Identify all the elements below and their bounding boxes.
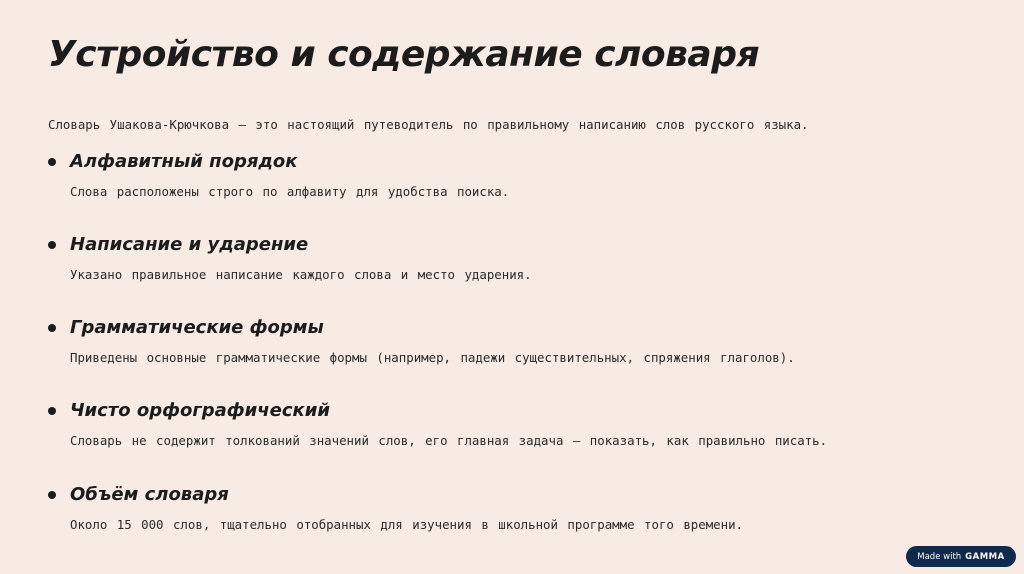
item-description: Приведены основные грамматические формы (например, падежи существительных, спряжения глаголов). bbox=[70, 350, 795, 365]
bullet-dot-icon bbox=[48, 241, 56, 249]
made-with-gamma-badge[interactable] bbox=[906, 546, 1016, 567]
item-heading: Написание и ударение bbox=[70, 234, 309, 255]
item-description: Указано правильное написание каждого слова и место ударения. bbox=[70, 267, 532, 282]
bullet-dot-icon bbox=[48, 324, 56, 332]
item-description: Словарь не содержит толкований значений слов, его главная задача — показать, как правильно писать. bbox=[70, 433, 828, 448]
intro-text: Словарь Ушакова-Крючкова — это настоящий путеводитель по правильному написанию слов русского языка. bbox=[48, 117, 809, 132]
item-heading: Грамматические формы bbox=[70, 317, 324, 338]
gamma-logo-text: GAMMA bbox=[965, 551, 1005, 562]
item-description: Около 15 000 слов, тщательно отобранных для изучения в школьной программе того времени. bbox=[70, 517, 744, 532]
item-description: Слова расположены строго по алфавиту для удобства поиска. bbox=[70, 184, 510, 199]
badge-prefix: Made with bbox=[917, 551, 962, 562]
item-heading: Алфавитный порядок bbox=[70, 151, 298, 172]
item-heading: Объём словаря bbox=[70, 484, 229, 505]
bullet-dot-icon bbox=[48, 158, 56, 166]
bullet-dot-icon bbox=[48, 491, 56, 499]
page-title: Устройство и содержание словаря bbox=[48, 34, 760, 75]
bullet-dot-icon bbox=[48, 407, 56, 415]
item-heading: Чисто орфографический bbox=[70, 400, 330, 421]
